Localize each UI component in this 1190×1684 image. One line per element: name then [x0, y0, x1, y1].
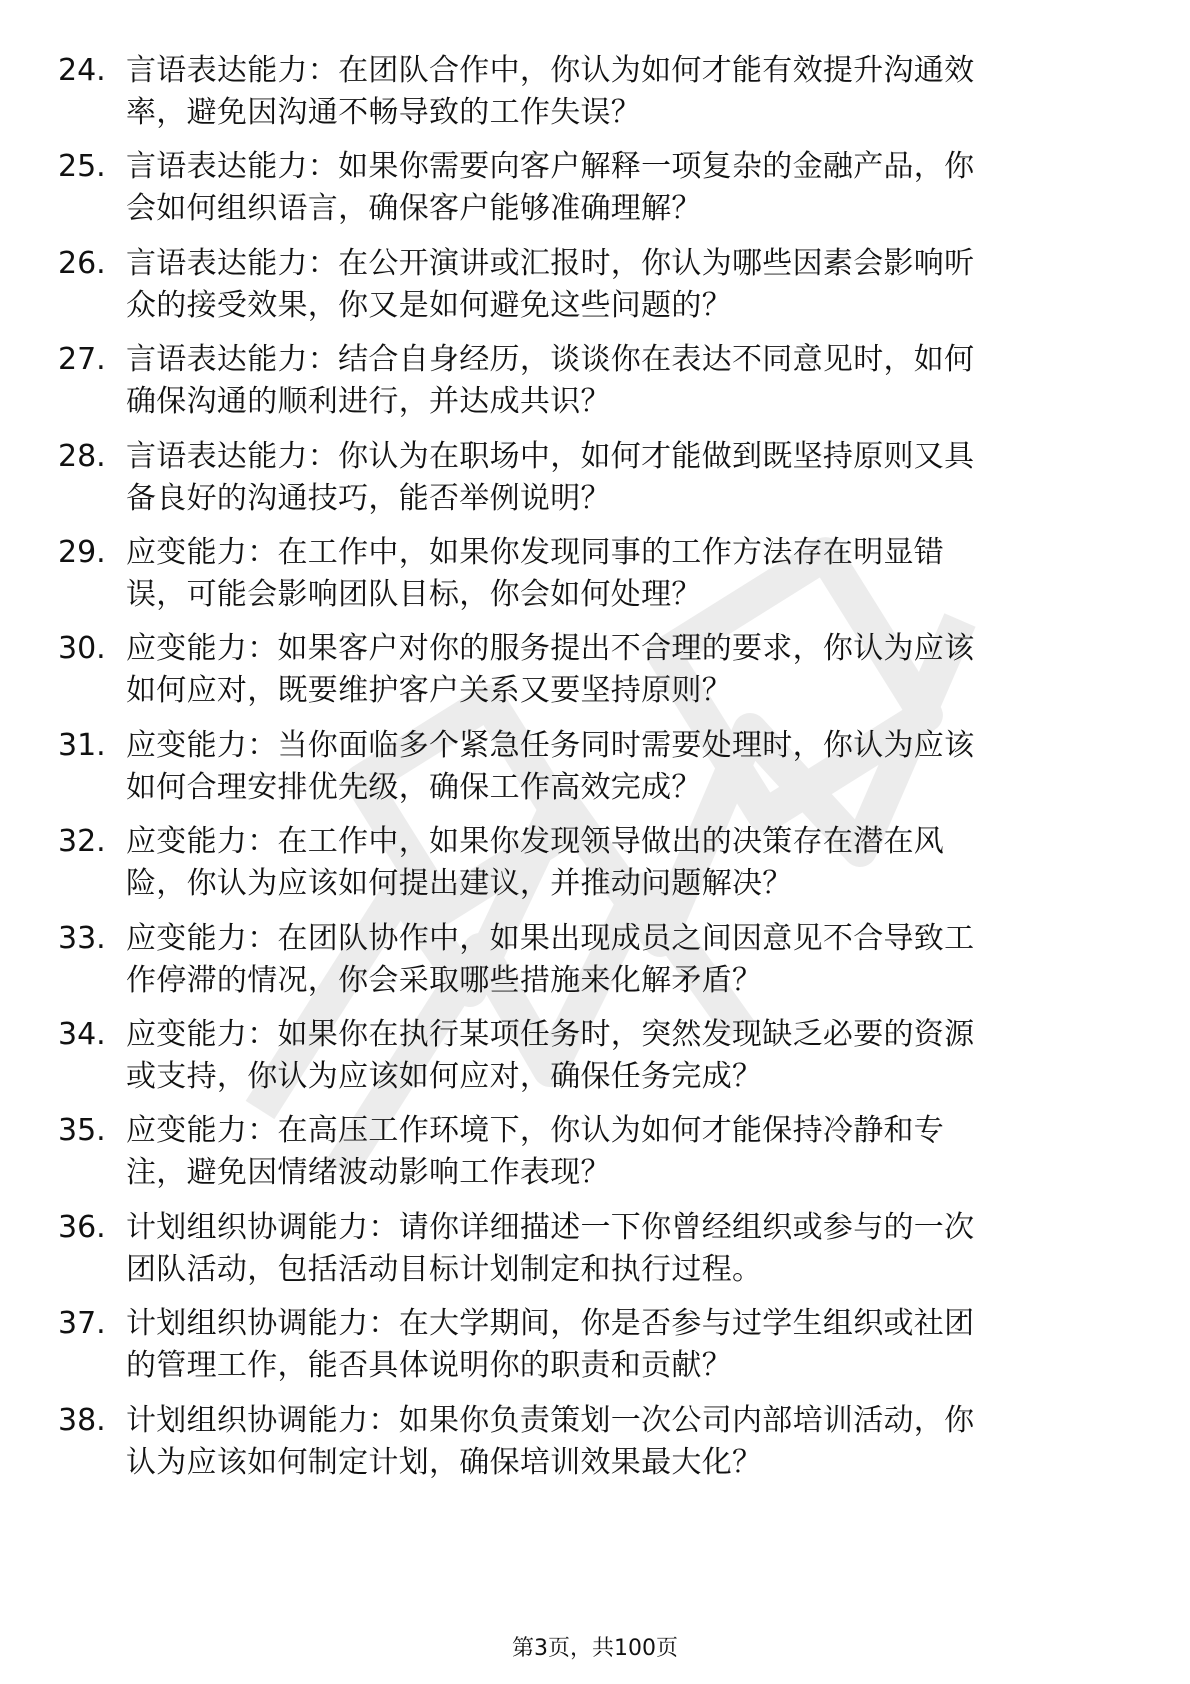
question-text-line: 应变能力：在高压工作环境下，你认为如何才能保持冷静和专 — [126, 1113, 945, 1149]
question-item — [0, 146, 1190, 236]
question-text-line: 计划组织协调能力：在大学期间，你是否参与过学生组织或社团 — [126, 1306, 975, 1342]
question-item — [0, 436, 1190, 526]
question-text-line: 应变能力：在工作中，如果你发现领导做出的决策存在潜在风 — [126, 824, 945, 860]
question-number: 26. — [58, 245, 106, 281]
question-text-line: 计划组织协调能力：请你详细描述一下你曾经组织或参与的一次 — [126, 1209, 975, 1245]
question-text-line: 应变能力：当你面临多个紧急任务同时需要处理时，你认为应该 — [126, 727, 975, 763]
question-number: 30. — [58, 631, 106, 667]
question-text-line: 应变能力：如果客户对你的服务提出不合理的要求，你认为应该 — [126, 631, 975, 667]
question-text-line: 率，避免因沟通不畅导致的工作失误？ — [126, 95, 642, 130]
question-item — [0, 918, 1190, 1008]
question-text-line: 言语表达能力：在公开演讲或汇报时，你认为哪些因素会影响听 — [126, 245, 975, 281]
question-number: 32. — [58, 824, 106, 860]
question-number: 29. — [58, 535, 106, 570]
question-text-line: 如何合理安排优先级，确保工作高效完成？ — [126, 769, 702, 805]
question-item — [0, 1303, 1190, 1393]
question-item — [0, 1207, 1190, 1297]
question-number: 38. — [58, 1402, 106, 1438]
question-text-line: 言语表达能力：在团队合作中，你认为如何才能有效提升沟通效 — [126, 53, 975, 88]
question-number: 31. — [58, 727, 106, 763]
question-text-line: 认为应该如何制定计划，确保培训效果最大化？ — [126, 1444, 763, 1480]
question-text-line: 注，避免因情绪波动影响工作表现？ — [126, 1155, 611, 1191]
question-number: 27. — [58, 342, 106, 378]
question-text-line: 应变能力：如果你在执行某项任务时，突然发现缺乏必要的资源 — [126, 1017, 975, 1052]
question-text-line: 言语表达能力：结合自身经历，谈谈你在表达不同意见时，如何 — [126, 342, 975, 378]
question-item — [0, 1110, 1190, 1200]
question-text-line: 作停滞的情况，你会采取哪些措施来化解矛盾？ — [126, 962, 763, 998]
question-number: 24. — [58, 53, 106, 88]
question-text-line: 险，你认为应该如何提出建议，并推动问题解决？ — [126, 866, 793, 902]
question-item — [0, 339, 1190, 429]
question-number: 37. — [58, 1306, 106, 1342]
question-number: 34. — [58, 1017, 106, 1052]
question-text-line: 应变能力：在团队协作中，如果出现成员之间因意见不合导致工 — [126, 920, 975, 956]
question-item — [0, 1014, 1190, 1104]
question-number: 33. — [58, 920, 106, 956]
question-text-line: 众的接受效果，你又是如何避免这些问题的？ — [126, 287, 732, 323]
question-number: 25. — [58, 149, 106, 185]
question-text-line: 会如何组织语言，确保客户能够准确理解？ — [126, 191, 702, 227]
question-number: 35. — [58, 1113, 106, 1149]
question-text-line: 误，可能会影响团队目标，你会如何处理？ — [126, 577, 702, 612]
question-text-line: 确保沟通的顺利进行，并达成共识？ — [126, 384, 611, 420]
question-text-line: 言语表达能力：你认为在职场中，如何才能做到既坚持原则又具 — [126, 438, 975, 474]
question-item — [0, 1400, 1190, 1490]
question-text-line: 如何应对，既要维护客户关系又要坚持原则？ — [126, 673, 732, 709]
question-item — [0, 628, 1190, 718]
question-item — [0, 243, 1190, 333]
question-text-line: 备良好的沟通技巧，能否举例说明？ — [126, 480, 611, 516]
question-text-line: 言语表达能力：如果你需要向客户解释一项复杂的金融产品，你 — [126, 149, 975, 185]
question-item — [0, 532, 1190, 622]
question-text-line: 计划组织协调能力：如果你负责策划一次公司内部培训活动，你 — [126, 1402, 975, 1438]
question-text-line: 团队活动，包括活动目标计划制定和执行过程。 — [126, 1251, 763, 1287]
question-item — [0, 725, 1190, 815]
question-number: 28. — [58, 438, 106, 474]
question-number: 36. — [58, 1209, 106, 1245]
question-item — [0, 821, 1190, 911]
question-text-line: 或支持，你认为应该如何应对，确保任务完成？ — [126, 1059, 763, 1094]
page-number: 第3页，共100页 — [512, 1636, 678, 1661]
question-item — [0, 50, 1190, 140]
question-text-line: 应变能力：在工作中，如果你发现同事的工作方法存在明显错 — [126, 535, 945, 570]
question-text-line: 的管理工作，能否具体说明你的职责和贡献？ — [126, 1348, 732, 1384]
